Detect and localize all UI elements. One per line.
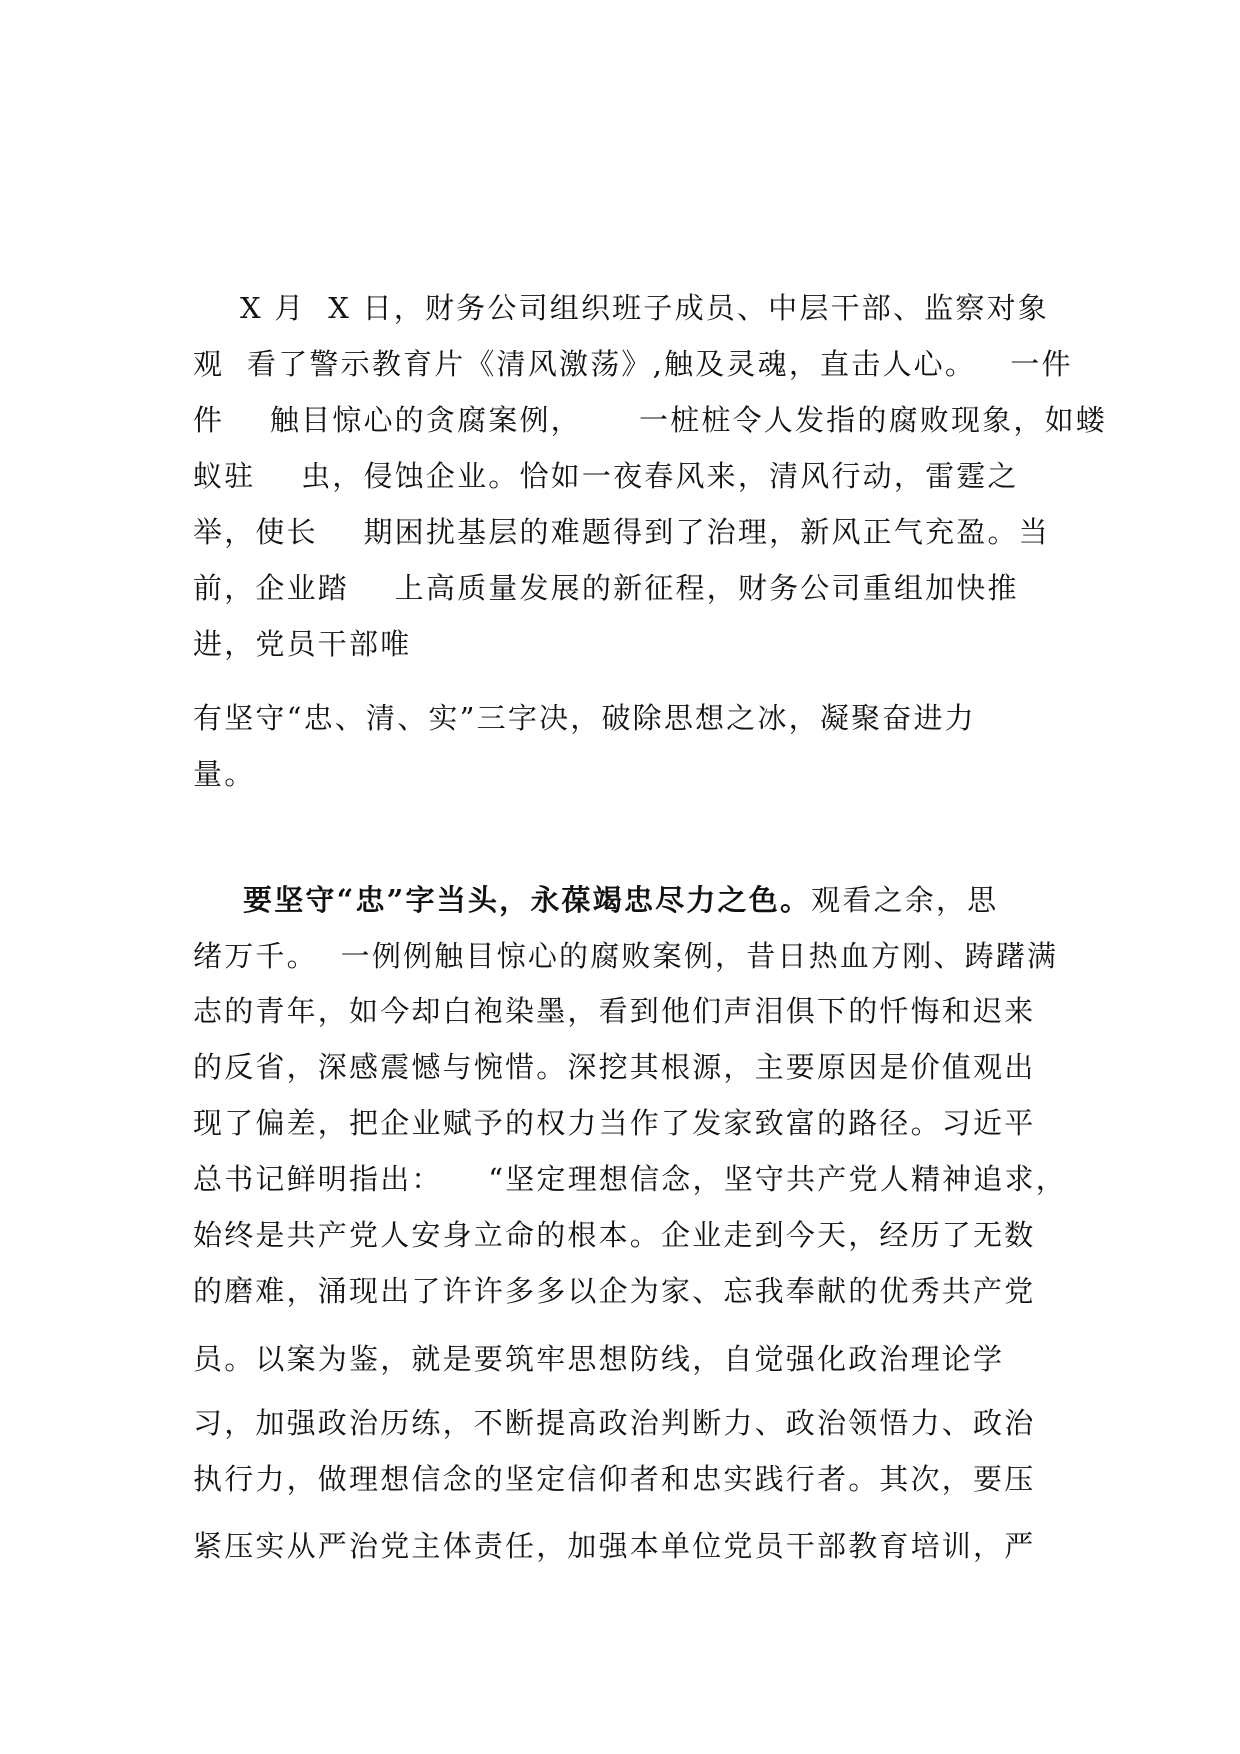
- paragraph-2-line-7: 始终是共产党人安身立命的根本。企业走到今天，经历了无数: [193, 1218, 1036, 1252]
- paragraph-1-line-4: 蚁驻 虫，侵蚀企业。恰如一夜春风来，清风行动，雷霆之: [193, 459, 1019, 493]
- paragraph-2-line-5: 现了偏差，把企业赋予的权力当作了发家致富的路径。习近平: [193, 1106, 1036, 1140]
- paragraph-2-line-11: 执行力，做理想信念的坚定信仰者和忠实践行者。其次，要压: [193, 1462, 1036, 1496]
- paragraph-1-line-8: 有坚守“忠、清、实”三字决，破除思想之冰，凝聚奋进力: [193, 701, 976, 735]
- paragraph-2-line-4: 的反省，深感震憾与惋惜。深挖其根源，主要原因是价值观出: [193, 1050, 1036, 1084]
- section-heading: 要坚守“忠”字当头，永葆竭忠尽力之色。: [243, 883, 812, 917]
- paragraph-1-line-9: 量。: [193, 757, 256, 791]
- paragraph-2-line-2: 绪万千。 一例例触目惊心的腐败案例，昔日热血方刚、踌躇满: [193, 939, 1059, 973]
- paragraph-1-line-7: 进，党员干部唯: [193, 627, 412, 661]
- paragraph-1-line-3: 件 触目惊心的贪腐案例， 一桩桩令人发指的腐败现象，如蝼: [193, 403, 1107, 437]
- paragraph-2-line-8: 的磨难，涌现出了许许多多以企为家、忘我奉献的优秀共产党: [193, 1274, 1036, 1308]
- paragraph-2-line-12: 紧压实从严治党主体责任，加强本单位党员干部教育培训，严: [193, 1529, 1036, 1563]
- section-heading-tail: 观看之余，思: [811, 883, 999, 917]
- paragraph-2-line-9: 员。以案为鉴，就是要筑牢思想防线，自觉强化政治理论学: [193, 1342, 1005, 1376]
- paragraph-1-line-2: 观 看了警示教育片《清风激荡》,触及灵魂，直击人心。 一件: [193, 347, 1073, 381]
- paragraph-2-line-3: 志的青年，如今却白袍染墨，看到他们声泪俱下的忏悔和迟来: [193, 994, 1036, 1028]
- paragraph-1-line-1: X 月 X 日，财务公司组织班子成员、中层干部、监察对象: [240, 291, 1049, 325]
- paragraph-1-line-6: 前，企业踏 上高质量发展的新征程，财务公司重组加快推: [193, 571, 1019, 605]
- paragraph-2-line-10: 习，加强政治历练，不断提高政治判断力、政治领悟力、政治: [193, 1406, 1036, 1440]
- paragraph-2-line-6: 总书记鲜明指出： “坚定理想信念，坚守共产党人精神追求，: [193, 1162, 1067, 1196]
- paragraph-2-first-line: [243, 882, 998, 918]
- paragraph-1-line-5: 举，使长 期困扰基层的难题得到了治理，新风正气充盈。当: [193, 515, 1050, 549]
